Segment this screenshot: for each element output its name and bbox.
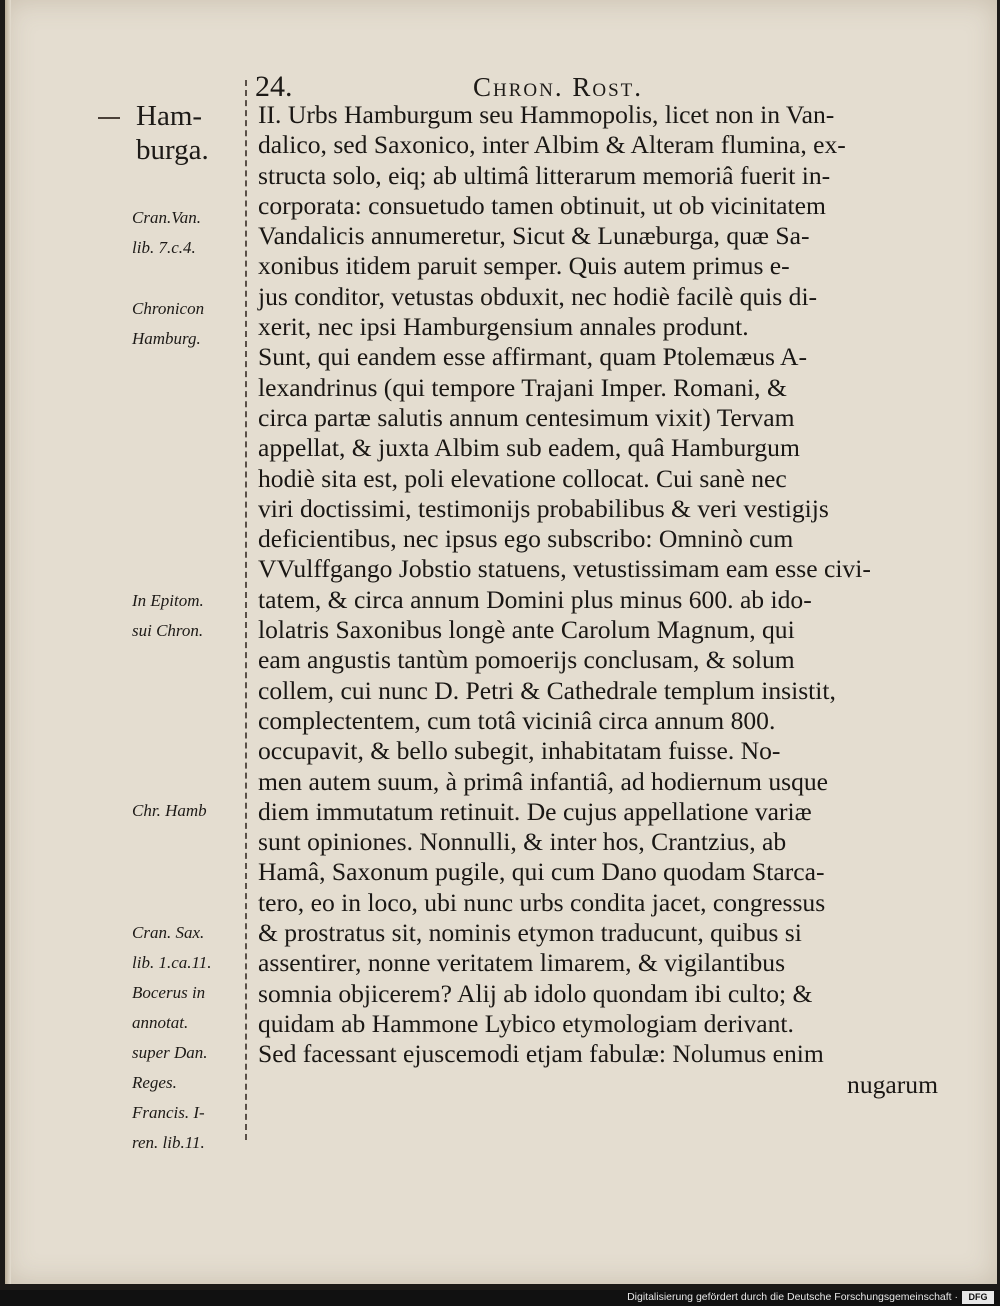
text-line: quidam ab Hammone Lybico etymologiam derivant. [258,1008,794,1038]
text-line: somnia objicerem? Alij ab idolo quondam ibi culto; & [258,978,813,1008]
text-line: hodiè sita est, poli elevatione collocat. Cui sanè nec [258,463,787,493]
text-line: xonibus itidem paruit semper. Quis autem primus e- [258,251,790,281]
marginal-note-line: super Dan. [132,1043,208,1062]
marginal-note-line: Hamburg. [132,329,201,348]
text-line: viri doctissimi, testimonijs probabilibus & veri vestigijs [258,493,829,523]
text-line: sunt opiniones. Nonnulli, & inter hos, Crantzius, ab [258,827,787,857]
marginal-note-line: Chr. Hamb [132,801,207,820]
side-heading-line-2: burga. [136,134,209,166]
text-line: xerit, nec ipsi Hamburgensium annales produnt. [258,312,749,342]
text-line: structa solo, eiq; ab ultimâ litterarum memoriâ fuerit in- [258,160,831,190]
text-line: complectentem, cum totâ viciniâ circa annum 800. [258,705,776,735]
text-line: tatem, & circa annum Domini plus minus 600. ab ido- [258,584,812,614]
text-line: circa partæ salutis annum centesimum vixit) Tervam [258,402,795,432]
marginal-note-line: lib. 1.ca.11. [132,953,212,972]
text-line: occupavit, & bello subegit, inhabitatam fuisse. No- [258,736,781,766]
marginal-note-line: sui Chron. [132,621,204,640]
funding-credit: Digitalisierung gefördert durch die Deutsche Forschungsgemeinschaft · [627,1291,958,1303]
text-line: Vandalicis annumeretur, Sicut & Lunæburga, quæ Sa- [258,221,810,251]
text-line: deficientibus, nec ipsus ego subscribo: Omninò cum [258,524,794,554]
side-heading-line-1: Ham- [136,100,203,132]
text-line: appellat, & juxta Albim sub eadem, quâ Hamburgum [258,433,800,463]
text-line: lolatris Saxonibus longè ante Carolum Magnum, qui [258,615,795,645]
marginal-note-1 [132,203,250,263]
text-line: men autem suum, à primâ infantiâ, ad hodiernum usque [258,766,829,796]
margin-pointer-mark [98,117,120,119]
dfg-logo: DFG [962,1291,994,1304]
text-line: & prostratus sit, nominis etymon traducunt, quibus si [258,918,802,948]
text-line: corporata: consuetudo tamen obtinuit, ut ob vicinitatem [258,190,826,220]
marginal-note-line: Bocerus in [132,983,206,1002]
page-edge [5,0,11,1284]
marginal-note-4 [132,796,250,826]
text-line: Sunt, qui eandem esse affirmant, quam Ptolemæus A- [258,342,808,372]
text-line: II. Urbs Hamburgum seu Hammopolis, licet non in Van- [258,100,835,129]
text-line: Hamâ, Saxonum pugile, qui cum Dano quodam Starca- [258,857,825,887]
digitization-footer [0,1290,1000,1306]
text-line: collem, cui nunc D. Petri & Cathedrale templum insistit, [258,675,836,705]
marginal-note-line: Cran.Van. [132,208,201,227]
marginal-note-line: Francis. I- [132,1103,205,1122]
catchword: nugarum [847,1069,938,1099]
marginal-note-2 [132,294,250,354]
marginal-note-line: In Epitom. [132,591,204,610]
text-line: jus conditor, vetustas obduxit, nec hodiè facilè quis di- [258,281,818,311]
text-line: lexandrinus (qui tempore Trajani Imper. Romani, & [258,372,787,402]
marginal-note-5 [132,918,250,1158]
marginal-note-line: Reges. [132,1073,177,1092]
marginal-note-line: Chronicon [132,299,205,318]
main-text-block [258,100,938,1100]
text-line: eam angustis tantùm pomoerijs conclusam, & solum [258,645,795,675]
text-line: diem immutatum retinuit. De cujus appellatione variæ [258,796,812,826]
marginal-note-3 [132,586,250,646]
text-line: VVulffgango Jobstio statuens, vetustissimam eam esse civi- [258,554,871,584]
text-line: dalico, sed Saxonico, inter Albim & Alteram flumina, ex- [258,130,846,160]
marginal-note-line: Cran. Sax. [132,923,205,942]
marginal-note-line: annotat. [132,1013,189,1032]
text-line: assentirer, nonne veritatem limarem, & vigilantibus [258,948,786,978]
text-line: Sed facessant ejuscemodi etjam fabulæ: Nolumus enim [258,1039,824,1069]
running-title: Chron. Rost. [473,72,643,102]
text-line: tero, eo in loco, ubi nunc urbs condita jacet, congressus [258,887,826,917]
page-number: 24. [255,70,293,103]
marginal-note-line: ren. lib.11. [132,1133,205,1152]
marginal-note-line: lib. 7.c.4. [132,238,196,257]
